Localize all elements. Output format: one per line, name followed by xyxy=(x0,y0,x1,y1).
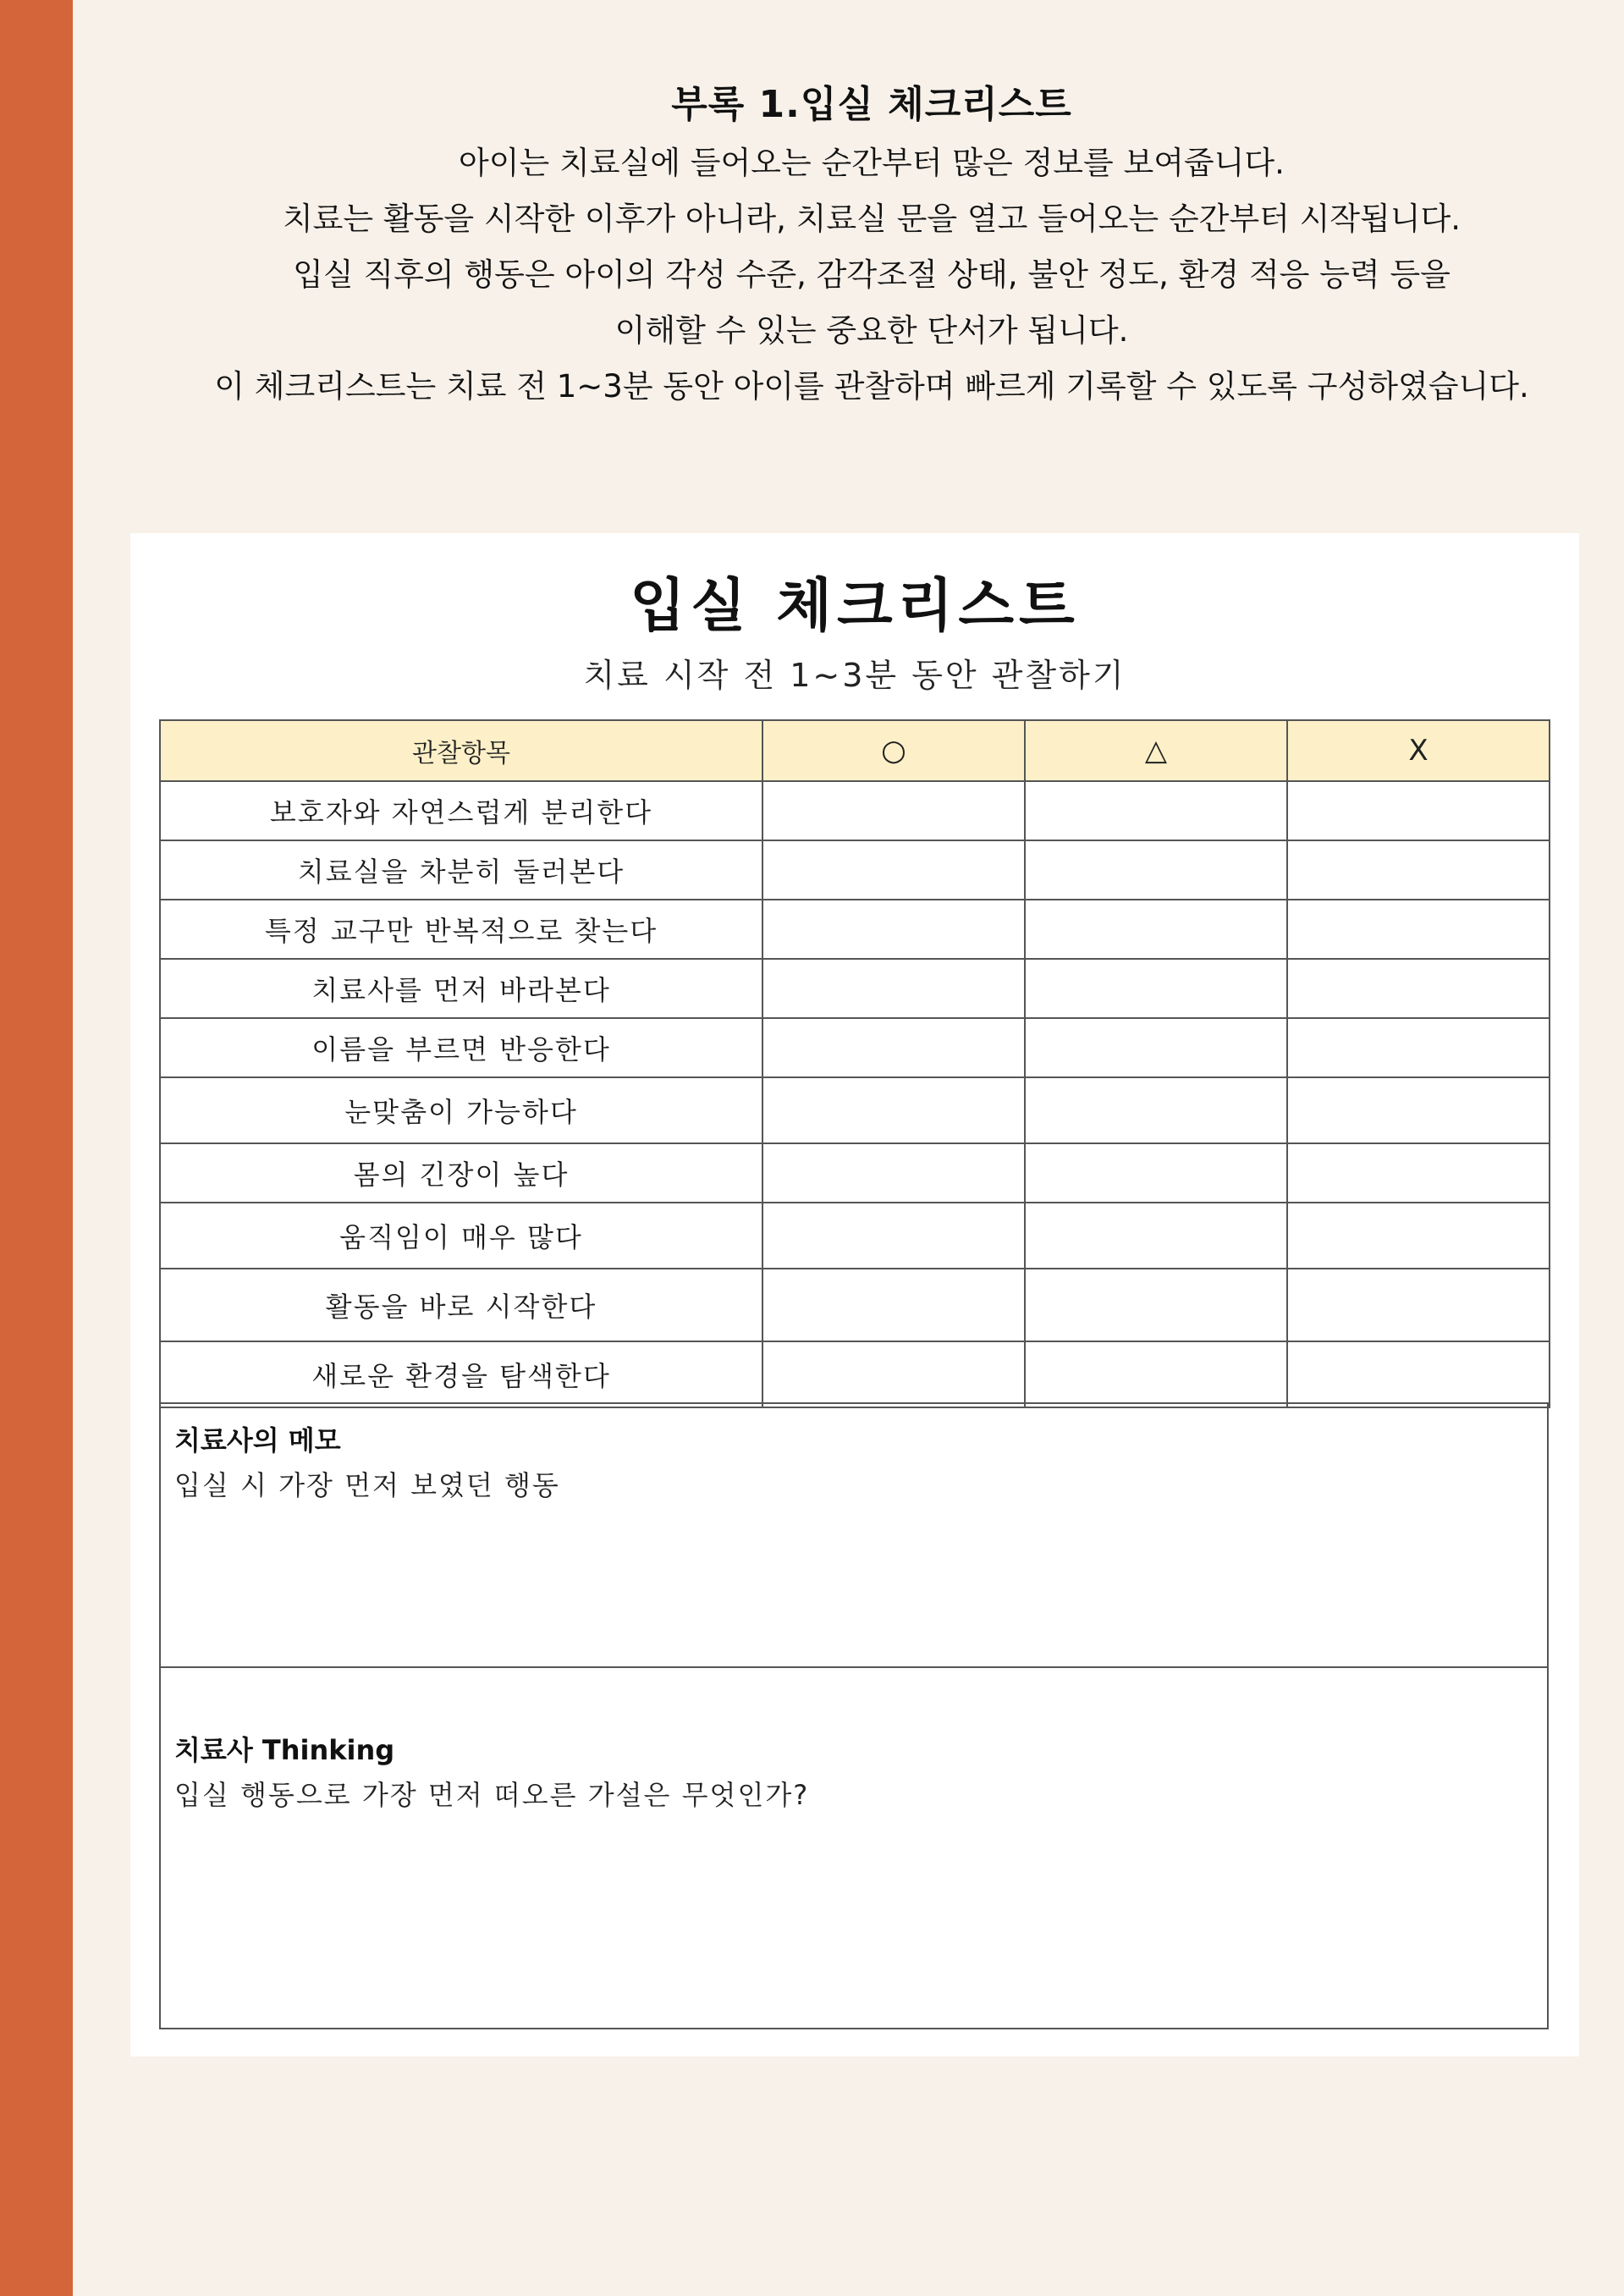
memo-prompt: 입실 시 가장 먼저 보였던 행동 xyxy=(174,1469,560,1501)
memo-label: 치료사의 메모 xyxy=(174,1424,341,1456)
check-cell-circle[interactable] xyxy=(762,1143,1025,1203)
intro-line: 치료는 활동을 시작한 이후가 아니라, 치료실 문을 열고 들어오는 순간부터 시작됩니다. xyxy=(282,201,1462,237)
observation-item: 보호자와 자연스럽게 분리한다 xyxy=(160,781,762,840)
therapist-memo-box[interactable] xyxy=(159,1402,1549,1668)
check-cell-x[interactable] xyxy=(1287,840,1550,900)
check-cell-triangle[interactable] xyxy=(1025,900,1287,959)
header-observation-item: 관찰항목 xyxy=(160,720,762,781)
check-cell-x[interactable] xyxy=(1287,1203,1550,1269)
checklist-table xyxy=(159,719,1550,1408)
header-circle: ○ xyxy=(762,720,1025,781)
check-cell-triangle[interactable] xyxy=(1025,1143,1287,1203)
checklist-sheet xyxy=(130,533,1579,2056)
observation-item: 눈맞춤이 가능하다 xyxy=(160,1077,762,1143)
intro-line: 입실 직후의 행동은 아이의 각성 수준, 감각조절 상태, 불안 정도, 환경 적응 능력 등을 xyxy=(293,256,1451,293)
observation-item: 치료사를 먼저 바라본다 xyxy=(160,959,762,1018)
check-cell-x[interactable] xyxy=(1287,1077,1550,1143)
intro-title: 부록 1.입실 체크리스트 xyxy=(671,83,1072,126)
check-cell-circle[interactable] xyxy=(762,900,1025,959)
table-row xyxy=(160,840,1550,900)
thinking-label: 치료사 Thinking xyxy=(174,1734,395,1766)
check-cell-circle[interactable] xyxy=(762,1018,1025,1077)
header-x: X xyxy=(1287,720,1550,781)
check-cell-triangle[interactable] xyxy=(1025,1018,1287,1077)
observation-item: 치료실을 차분히 둘러본다 xyxy=(160,840,762,900)
intro-line: 이해할 수 있는 중요한 단서가 됩니다. xyxy=(614,312,1129,349)
table-row xyxy=(160,781,1550,840)
check-cell-x[interactable] xyxy=(1287,1143,1550,1203)
table-row xyxy=(160,1077,1550,1143)
observation-item: 이름을 부르면 반응한다 xyxy=(160,1018,762,1077)
check-cell-triangle[interactable] xyxy=(1025,1269,1287,1341)
observation-item: 움직임이 매우 많다 xyxy=(160,1203,762,1269)
side-accent-stripe xyxy=(0,0,73,2296)
check-cell-x[interactable] xyxy=(1287,900,1550,959)
observation-item: 몸의 긴장이 높다 xyxy=(160,1143,762,1203)
table-row xyxy=(160,1143,1550,1203)
check-cell-x[interactable] xyxy=(1287,1269,1550,1341)
check-cell-circle[interactable] xyxy=(762,1203,1025,1269)
check-cell-x[interactable] xyxy=(1287,959,1550,1018)
check-cell-circle[interactable] xyxy=(762,1341,1025,1407)
table-row xyxy=(160,1341,1550,1407)
table-row xyxy=(160,959,1550,1018)
check-cell-triangle[interactable] xyxy=(1025,1203,1287,1269)
check-cell-triangle[interactable] xyxy=(1025,959,1287,1018)
check-cell-triangle[interactable] xyxy=(1025,1341,1287,1407)
check-cell-triangle[interactable] xyxy=(1025,1077,1287,1143)
check-cell-circle[interactable] xyxy=(762,1077,1025,1143)
table-row xyxy=(160,1203,1550,1269)
check-cell-triangle[interactable] xyxy=(1025,840,1287,900)
intro-section xyxy=(127,78,1616,415)
intro-line: 아이는 치료실에 들어오는 순간부터 많은 정보를 보여줍니다. xyxy=(459,145,1285,181)
table-row xyxy=(160,900,1550,959)
check-cell-circle[interactable] xyxy=(762,959,1025,1018)
table-row xyxy=(160,1269,1550,1341)
observation-item: 활동을 바로 시작한다 xyxy=(160,1269,762,1341)
check-cell-x[interactable] xyxy=(1287,1018,1550,1077)
therapist-thinking-box[interactable] xyxy=(159,1666,1549,2029)
check-cell-x[interactable] xyxy=(1287,1341,1550,1407)
check-cell-circle[interactable] xyxy=(762,840,1025,900)
sheet-title: 입실 체크리스트 xyxy=(630,573,1080,640)
table-row xyxy=(160,1018,1550,1077)
table-header-row xyxy=(160,720,1550,781)
check-cell-x[interactable] xyxy=(1287,781,1550,840)
observation-item: 새로운 환경을 탐색한다 xyxy=(160,1341,762,1407)
header-triangle: △ xyxy=(1025,720,1287,781)
check-cell-circle[interactable] xyxy=(762,781,1025,840)
check-cell-circle[interactable] xyxy=(762,1269,1025,1341)
check-cell-triangle[interactable] xyxy=(1025,781,1287,840)
observation-item: 특정 교구만 반복적으로 찾는다 xyxy=(160,900,762,959)
intro-line: 이 체크리스트는 치료 전 1~3분 동안 아이를 관찰하며 빠르게 기록할 수 있도록 구성하였습니다. xyxy=(214,368,1529,405)
thinking-prompt: 입실 행동으로 가장 먼저 떠오른 가설은 무엇인가? xyxy=(174,1779,810,1811)
sheet-subtitle: 치료 시작 전 1~3분 동안 관찰하기 xyxy=(583,657,1126,694)
